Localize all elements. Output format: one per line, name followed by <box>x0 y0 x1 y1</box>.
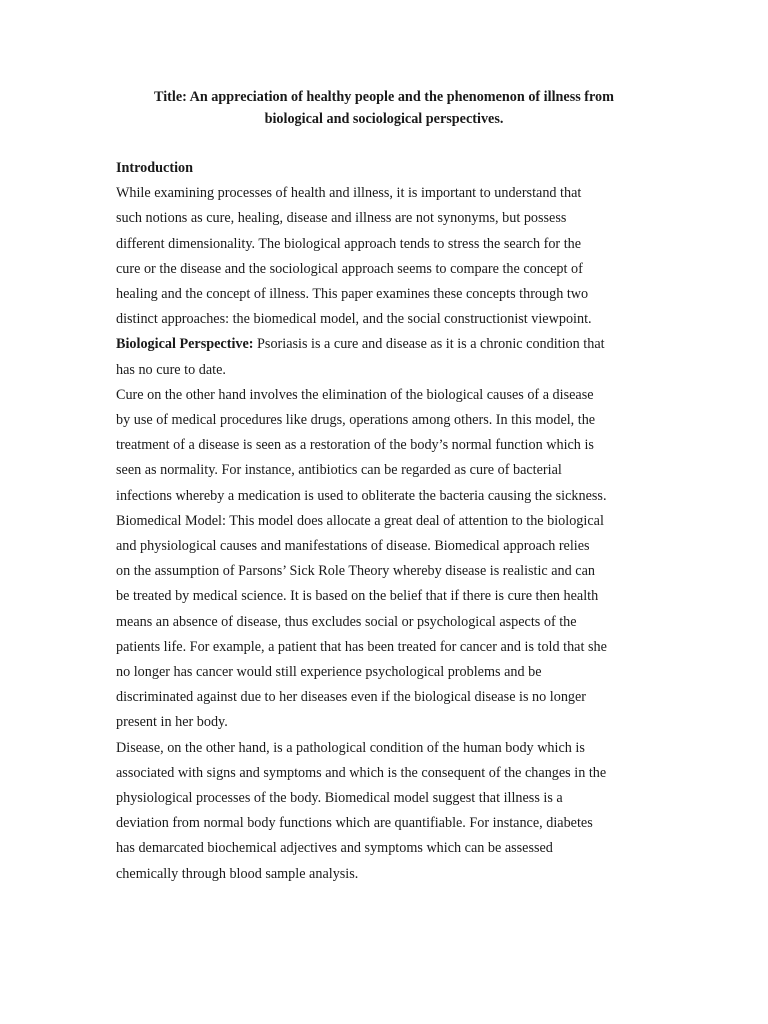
text-line: be treated by medical science. It is based on the belief that if there is cure then health <box>116 588 599 605</box>
text-line: physiological processes of the body. Biomedical model suggest that illness is a <box>116 790 563 807</box>
text-line: Disease, on the other hand, is a pathological condition of the human body which is <box>116 739 585 756</box>
text-line: has no cure to date. <box>116 361 226 378</box>
text-line: different dimensionality. The biological approach tends to stress the search for the <box>116 235 582 252</box>
text-line: and physiological causes and manifestations of disease. Biomedical approach relies <box>116 538 590 555</box>
text-line: on the assumption of Parsons’ Sick Role Theory whereby disease is realistic and can <box>116 563 595 580</box>
text-line: such notions as cure, healing, disease and illness are not synonyms, but possess <box>116 210 567 227</box>
text-line: treatment of a disease is seen as a restoration of the body’s normal function which is <box>116 437 594 454</box>
text-line: healing and the concept of illness. This paper examines these concepts through two <box>116 286 589 303</box>
title-line: biological and sociological perspectives. <box>264 111 504 127</box>
text-line: patients life. For example, a patient that has been treated for cancer and is told that she <box>116 638 607 655</box>
biological-perspective-label: Biological Perspective: <box>116 336 254 353</box>
text-line: discriminated against due to her diseases even if the biological disease is no longer <box>116 689 587 706</box>
text-line: by use of medical procedures like drugs, operations among others. In this model, the <box>116 412 596 429</box>
text-line: seen as normality. For instance, antibiotics can be regarded as cure of bacterial <box>116 462 562 479</box>
title-line: Title: An appreciation of healthy people and the phenomenon of illness from <box>154 89 614 105</box>
biomedical-model-paragraph <box>116 509 676 736</box>
text-line: cure or the disease and the sociological approach seems to compare the concept of <box>116 260 583 277</box>
document-body <box>116 156 676 887</box>
text-line: While examining processes of health and illness, it is important to understand that <box>116 185 582 202</box>
text-line: present in her body. <box>116 714 228 731</box>
text-line: no longer has cancer would still experience psychological problems and be <box>116 664 542 681</box>
biological-perspective-paragraph <box>116 332 676 382</box>
text-line: associated with signs and symptoms and which is the consequent of the changes in the <box>116 764 607 781</box>
text-line: deviation from normal body functions which are quantifiable. For instance, diabetes <box>116 815 593 832</box>
document-title <box>116 86 652 130</box>
text-segment: Psoriasis is a cure and disease as it is a chronic condition that <box>253 336 605 353</box>
cure-paragraph <box>116 383 676 509</box>
introduction-heading: Introduction <box>116 160 193 176</box>
disease-paragraph <box>116 736 676 887</box>
text-line: has demarcated biochemical adjectives and symptoms which can be assessed <box>116 840 553 857</box>
text-line: Biomedical Model: This model does allocate a great deal of attention to the biological <box>116 512 604 529</box>
text-line: means an absence of disease, thus excludes social or psychological aspects of the <box>116 613 577 630</box>
text-line: Cure on the other hand involves the elimination of the biological causes of a disease <box>116 386 594 403</box>
introduction-paragraph <box>116 181 676 332</box>
text-line: chemically through blood sample analysis. <box>116 865 359 882</box>
text-line: infections whereby a medication is used to obliterate the bacteria causing the sickness. <box>116 487 607 504</box>
text-line <box>116 332 676 357</box>
text-line: distinct approaches: the biomedical model, and the social constructionist viewpoint. <box>116 311 592 328</box>
